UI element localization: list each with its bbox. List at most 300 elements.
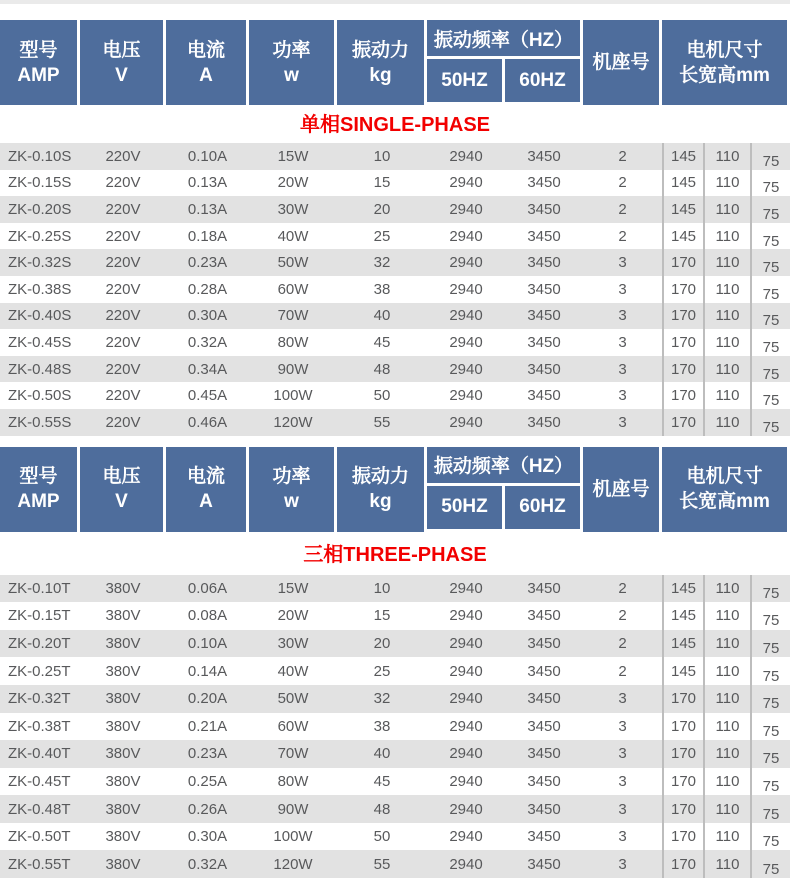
cell-60hz: 3450: [527, 800, 561, 818]
cell-model: ZK-0.55T: [8, 855, 71, 873]
cell-force: 38: [373, 717, 391, 735]
cell-voltage: 380V: [105, 690, 141, 708]
header-cell-voltage: [80, 20, 166, 105]
cell-power: 30W: [277, 635, 309, 653]
cell-50hz: 2940: [449, 635, 483, 653]
cell-force: 10: [373, 579, 391, 597]
cell-force: 45: [373, 772, 391, 790]
cell-dim-length: 170: [662, 356, 703, 383]
cell-50hz: 2940: [449, 772, 483, 790]
cell-voltage: 380V: [105, 745, 141, 763]
header-model-unit: AMP: [17, 64, 60, 86]
cell-voltage: 220V: [105, 174, 141, 192]
cell-50hz: 2940: [449, 360, 483, 378]
cell-dim-width: 110: [703, 823, 750, 851]
cell-50hz: 2940: [449, 828, 483, 846]
cell-voltage: 380V: [105, 662, 141, 680]
cell-50hz: 2940: [449, 333, 483, 351]
cell-50hz: 2940: [449, 662, 483, 680]
cell-force: 15: [373, 607, 391, 625]
cell-60hz: 3450: [527, 717, 561, 735]
header-cell-force: 振动力 kg: [337, 447, 427, 532]
cell-dim-height: 75: [750, 795, 790, 823]
cell-60hz: 3450: [527, 360, 561, 378]
cell-dim-length: 170: [662, 276, 703, 303]
header-cell-frequency-group: [427, 447, 583, 532]
cell-force: 20: [373, 200, 391, 218]
cell-force: 20: [373, 635, 391, 653]
cell-voltage: 220V: [105, 280, 141, 298]
header-cell-size: [662, 20, 790, 105]
cell-current: 0.30A: [187, 828, 228, 846]
cell-dim-length: 170: [662, 329, 703, 356]
cell-60hz: 3450: [527, 579, 561, 597]
cell-50hz: 2940: [449, 280, 483, 298]
header-cell-frame: [583, 20, 662, 105]
cell-frame: 3: [618, 772, 627, 790]
header-power-unit: w: [284, 64, 299, 86]
cell-voltage: 380V: [105, 579, 141, 597]
cell-power: 120W: [273, 413, 313, 431]
header-cell-voltage: 电压 V: [80, 447, 166, 532]
cell-current: 0.32A: [187, 333, 228, 351]
cell-dim-length: 145: [662, 630, 703, 658]
cell-dim-height: 75: [750, 329, 790, 356]
cell-60hz: 3450: [527, 387, 561, 405]
cell-dim-width: 110: [703, 575, 750, 603]
header-power-cn: 功率: [272, 39, 311, 61]
cell-dim-length: 145: [662, 657, 703, 685]
cell-frame: 3: [618, 828, 627, 846]
cell-60hz: 3450: [527, 662, 561, 680]
cell-model: ZK-0.20S: [8, 200, 72, 218]
cell-60hz: 3450: [527, 828, 561, 846]
cell-50hz: 2940: [449, 174, 483, 192]
cell-force: 50: [373, 828, 391, 846]
cell-dim-width: 110: [703, 303, 750, 330]
cell-current: 0.06A: [187, 579, 228, 597]
cell-voltage: 220V: [105, 413, 141, 431]
cell-current: 0.10A: [187, 635, 228, 653]
table-row: [0, 630, 790, 658]
cell-model: ZK-0.20T: [8, 635, 71, 653]
header-voltage-unit: V: [115, 64, 128, 86]
cell-model: ZK-0.10S: [8, 147, 72, 165]
cell-frame: 3: [618, 280, 627, 298]
header-60hz: 60HZ: [505, 486, 583, 529]
cell-60hz: 3450: [527, 200, 561, 218]
cell-voltage: 380V: [105, 828, 141, 846]
cell-frame: 2: [618, 227, 627, 245]
cell-dim-height: 75: [750, 170, 790, 197]
cell-60hz: 3450: [527, 307, 561, 325]
header-cell-frame: 机座号: [583, 447, 662, 532]
cell-power: 90W: [277, 800, 309, 818]
table-row: [0, 823, 790, 851]
table-row: [0, 575, 790, 603]
cell-force: 25: [373, 662, 391, 680]
cell-frame: 3: [618, 333, 627, 351]
cell-current: 0.28A: [187, 280, 228, 298]
cell-dim-length: 145: [662, 170, 703, 197]
header-cell-power: [249, 20, 337, 105]
cell-power: 100W: [273, 828, 313, 846]
cell-force: 32: [373, 254, 391, 272]
cell-dim-length: 170: [662, 249, 703, 276]
table-row: [0, 740, 790, 768]
cell-force: 25: [373, 227, 391, 245]
cell-60hz: 3450: [527, 147, 561, 165]
cell-model: ZK-0.32S: [8, 254, 72, 272]
cell-frame: 3: [618, 387, 627, 405]
cell-dim-height: 75: [750, 303, 790, 330]
cell-force: 15: [373, 174, 391, 192]
cell-dim-width: 110: [703, 740, 750, 768]
cell-current: 0.20A: [187, 690, 228, 708]
cell-dim-height: 75: [750, 713, 790, 741]
header-current-cn: 电流: [186, 39, 225, 61]
table-row: [0, 223, 790, 250]
cell-force: 32: [373, 690, 391, 708]
cell-model: ZK-0.40S: [8, 307, 72, 325]
cell-dim-width: 110: [703, 630, 750, 658]
cell-dim-width: 110: [703, 196, 750, 223]
cell-current: 0.18A: [187, 227, 228, 245]
cell-dim-length: 145: [662, 602, 703, 630]
cell-current: 0.23A: [187, 745, 228, 763]
cell-current: 0.13A: [187, 200, 228, 218]
table-header-single-phase: [0, 20, 790, 105]
cell-current: 0.30A: [187, 307, 228, 325]
section-title-three-phase: 三相THREE-PHASE: [303, 543, 487, 566]
cell-current: 0.46A: [187, 413, 228, 431]
cell-50hz: 2940: [449, 690, 483, 708]
table-row: [0, 143, 790, 170]
cell-voltage: 380V: [105, 800, 141, 818]
cell-frame: 3: [618, 413, 627, 431]
cell-50hz: 2940: [449, 717, 483, 735]
cell-current: 0.32A: [187, 855, 228, 873]
cell-dim-width: 110: [703, 850, 750, 878]
cell-force: 45: [373, 333, 391, 351]
cell-model: ZK-0.25S: [8, 227, 72, 245]
cell-50hz: 2940: [449, 579, 483, 597]
cell-frame: 2: [618, 200, 627, 218]
cell-dim-width: 110: [703, 223, 750, 250]
cell-50hz: 2940: [449, 855, 483, 873]
cell-dim-height: 75: [750, 276, 790, 303]
cell-dim-height: 75: [750, 249, 790, 276]
cell-force: 10: [373, 147, 391, 165]
table-row: [0, 657, 790, 685]
cell-voltage: 220V: [105, 307, 141, 325]
cell-50hz: 2940: [449, 254, 483, 272]
cell-dim-length: 170: [662, 740, 703, 768]
cell-50hz: 2940: [449, 387, 483, 405]
header-force-cn: 振动力: [351, 39, 409, 61]
table-row: [0, 170, 790, 197]
cell-dim-height: 75: [750, 850, 790, 878]
cell-power: 20W: [277, 607, 309, 625]
cell-voltage: 220V: [105, 333, 141, 351]
cell-current: 0.08A: [187, 607, 228, 625]
cell-power: 15W: [277, 579, 309, 597]
cell-voltage: 220V: [105, 200, 141, 218]
header-60hz: 60HZ: [505, 59, 583, 102]
cell-model: ZK-0.45T: [8, 772, 71, 790]
cell-force: 48: [373, 360, 391, 378]
cell-power: 50W: [277, 690, 309, 708]
cell-frame: 3: [618, 360, 627, 378]
cell-frame: 2: [618, 174, 627, 192]
cell-voltage: 220V: [105, 254, 141, 272]
cell-power: 60W: [277, 717, 309, 735]
cell-frame: 2: [618, 147, 627, 165]
header-frequency-label: 振动频率（HZ）: [427, 20, 583, 59]
cell-dim-length: 170: [662, 795, 703, 823]
table-row: [0, 329, 790, 356]
cell-60hz: 3450: [527, 227, 561, 245]
cell-model: ZK-0.45S: [8, 333, 72, 351]
cell-dim-height: 75: [750, 356, 790, 383]
cell-dim-height: 75: [750, 223, 790, 250]
table-header-three-phase: [0, 447, 790, 532]
cell-power: 70W: [277, 745, 309, 763]
cell-voltage: 380V: [105, 855, 141, 873]
cell-60hz: 3450: [527, 413, 561, 431]
cell-power: 120W: [273, 855, 313, 873]
header-cell-current: [166, 20, 249, 105]
cell-dim-length: 145: [662, 196, 703, 223]
cell-power: 70W: [277, 307, 309, 325]
cell-dim-length: 170: [662, 713, 703, 741]
top-margin: [0, 4, 790, 20]
cell-force: 55: [373, 855, 391, 873]
table-row: [0, 276, 790, 303]
cell-dim-length: 170: [662, 768, 703, 796]
cell-dim-length: 170: [662, 303, 703, 330]
cell-model: ZK-0.40T: [8, 745, 71, 763]
cell-50hz: 2940: [449, 200, 483, 218]
cell-dim-width: 110: [703, 143, 750, 170]
cell-dim-width: 110: [703, 795, 750, 823]
cell-current: 0.14A: [187, 662, 228, 680]
cell-current: 0.26A: [187, 800, 228, 818]
cell-frame: 2: [618, 635, 627, 653]
cell-60hz: 3450: [527, 635, 561, 653]
cell-50hz: 2940: [449, 607, 483, 625]
cell-dim-height: 75: [750, 823, 790, 851]
header-cell-model: 型号 AMP: [0, 447, 80, 532]
cell-dim-height: 75: [750, 657, 790, 685]
cell-dim-height: 75: [750, 409, 790, 436]
cell-60hz: 3450: [527, 254, 561, 272]
cell-power: 40W: [277, 662, 309, 680]
cell-current: 0.10A: [187, 147, 228, 165]
table-row: [0, 685, 790, 713]
cell-model: ZK-0.55S: [8, 413, 72, 431]
table-row: [0, 196, 790, 223]
cell-model: ZK-0.50T: [8, 828, 71, 846]
cell-current: 0.23A: [187, 254, 228, 272]
cell-dim-height: 75: [750, 143, 790, 170]
cell-frame: 3: [618, 855, 627, 873]
cell-force: 55: [373, 413, 391, 431]
cell-power: 20W: [277, 174, 309, 192]
cell-model: ZK-0.50S: [8, 387, 72, 405]
cell-power: 80W: [277, 772, 309, 790]
cell-dim-width: 110: [703, 602, 750, 630]
cell-voltage: 380V: [105, 607, 141, 625]
header-cell-force: [337, 20, 427, 105]
cell-voltage: 220V: [105, 147, 141, 165]
table-row: [0, 382, 790, 409]
cell-voltage: 380V: [105, 717, 141, 735]
cell-power: 30W: [277, 200, 309, 218]
cell-60hz: 3450: [527, 333, 561, 351]
cell-power: 90W: [277, 360, 309, 378]
section-title-single-phase: 单相SINGLE-PHASE: [299, 114, 491, 136]
header-size-cn: 电机尺寸: [686, 39, 763, 61]
cell-voltage: 220V: [105, 360, 141, 378]
cell-force: 50: [373, 387, 391, 405]
cell-power: 60W: [277, 280, 309, 298]
cell-dim-width: 110: [703, 713, 750, 741]
table-body-three-phase: [0, 575, 790, 878]
cell-50hz: 2940: [449, 227, 483, 245]
cell-voltage: 220V: [105, 227, 141, 245]
table-body-single-phase: [0, 143, 790, 436]
table-row: [0, 850, 790, 878]
table-row: [0, 303, 790, 330]
cell-frame: 3: [618, 254, 627, 272]
cell-60hz: 3450: [527, 772, 561, 790]
cell-dim-width: 110: [703, 768, 750, 796]
cell-dim-length: 170: [662, 382, 703, 409]
cell-60hz: 3450: [527, 855, 561, 873]
cell-50hz: 2940: [449, 800, 483, 818]
cell-model: ZK-0.38T: [8, 717, 71, 735]
cell-dim-width: 110: [703, 329, 750, 356]
cell-force: 40: [373, 745, 391, 763]
cell-force: 40: [373, 307, 391, 325]
cell-60hz: 3450: [527, 607, 561, 625]
cell-frame: 3: [618, 800, 627, 818]
cell-dim-length: 170: [662, 409, 703, 436]
header-model-cn: 型号: [19, 39, 58, 61]
cell-dim-height: 75: [750, 382, 790, 409]
cell-50hz: 2940: [449, 413, 483, 431]
cell-50hz: 2940: [449, 307, 483, 325]
cell-frame: 2: [618, 662, 627, 680]
table-row: [0, 409, 790, 436]
cell-dim-height: 75: [750, 630, 790, 658]
cell-model: ZK-0.48S: [8, 360, 72, 378]
table-row: [0, 795, 790, 823]
cell-dim-length: 170: [662, 850, 703, 878]
cell-50hz: 2940: [449, 745, 483, 763]
cell-frame: 3: [618, 307, 627, 325]
header-cell-frequency-group: [427, 20, 583, 105]
cell-dim-height: 75: [750, 685, 790, 713]
cell-dim-height: 75: [750, 196, 790, 223]
table-row: [0, 249, 790, 276]
cell-dim-width: 110: [703, 382, 750, 409]
header-cell-power: 功率 w: [249, 447, 337, 532]
cell-frame: 2: [618, 579, 627, 597]
header-frequency-label: 振动频率（HZ）: [427, 447, 583, 486]
cell-dim-height: 75: [750, 575, 790, 603]
cell-60hz: 3450: [527, 745, 561, 763]
cell-power: 40W: [277, 227, 309, 245]
cell-model: ZK-0.10T: [8, 579, 71, 597]
cell-force: 38: [373, 280, 391, 298]
cell-frame: 2: [618, 607, 627, 625]
cell-dim-height: 75: [750, 740, 790, 768]
cell-model: ZK-0.32T: [8, 690, 71, 708]
cell-power: 80W: [277, 333, 309, 351]
header-force-unit: kg: [369, 64, 392, 86]
cell-frame: 3: [618, 690, 627, 708]
cell-model: ZK-0.48T: [8, 800, 71, 818]
table-row: [0, 356, 790, 383]
cell-dim-length: 170: [662, 685, 703, 713]
cell-model: ZK-0.25T: [8, 662, 71, 680]
cell-frame: 3: [618, 717, 627, 735]
table-row: [0, 768, 790, 796]
header-cell-size: 电机尺寸 长宽高mm: [662, 447, 790, 532]
cell-dim-length: 145: [662, 143, 703, 170]
cell-dim-length: 170: [662, 823, 703, 851]
cell-power: 15W: [277, 147, 309, 165]
cell-power: 100W: [273, 387, 313, 405]
cell-force: 48: [373, 800, 391, 818]
cell-dim-length: 145: [662, 575, 703, 603]
cell-dim-width: 110: [703, 409, 750, 436]
cell-50hz: 2940: [449, 147, 483, 165]
cell-dim-width: 110: [703, 685, 750, 713]
header-frame-cn: 机座号: [592, 52, 650, 73]
header-50hz: 50HZ: [427, 59, 505, 102]
table-row: [0, 602, 790, 630]
header-size-unit: 长宽高mm: [679, 64, 770, 86]
cell-current: 0.25A: [187, 772, 228, 790]
cell-power: 50W: [277, 254, 309, 272]
cell-dim-height: 75: [750, 768, 790, 796]
header-cell-model: [0, 20, 80, 105]
cell-model: ZK-0.15S: [8, 174, 72, 192]
cell-60hz: 3450: [527, 690, 561, 708]
cell-dim-length: 145: [662, 223, 703, 250]
cell-60hz: 3450: [527, 280, 561, 298]
cell-voltage: 380V: [105, 635, 141, 653]
cell-dim-width: 110: [703, 276, 750, 303]
cell-current: 0.21A: [187, 717, 228, 735]
cell-current: 0.34A: [187, 360, 228, 378]
cell-dim-height: 75: [750, 602, 790, 630]
cell-60hz: 3450: [527, 174, 561, 192]
cell-dim-width: 110: [703, 657, 750, 685]
table-row: [0, 713, 790, 741]
header-50hz: 50HZ: [427, 486, 505, 529]
header-voltage-cn: 电压: [102, 39, 141, 61]
tables-gap: [0, 436, 790, 447]
cell-model: ZK-0.15T: [8, 607, 71, 625]
cell-dim-width: 110: [703, 170, 750, 197]
header-cell-current: 电流 A: [166, 447, 249, 532]
cell-frame: 3: [618, 745, 627, 763]
cell-current: 0.45A: [187, 387, 228, 405]
